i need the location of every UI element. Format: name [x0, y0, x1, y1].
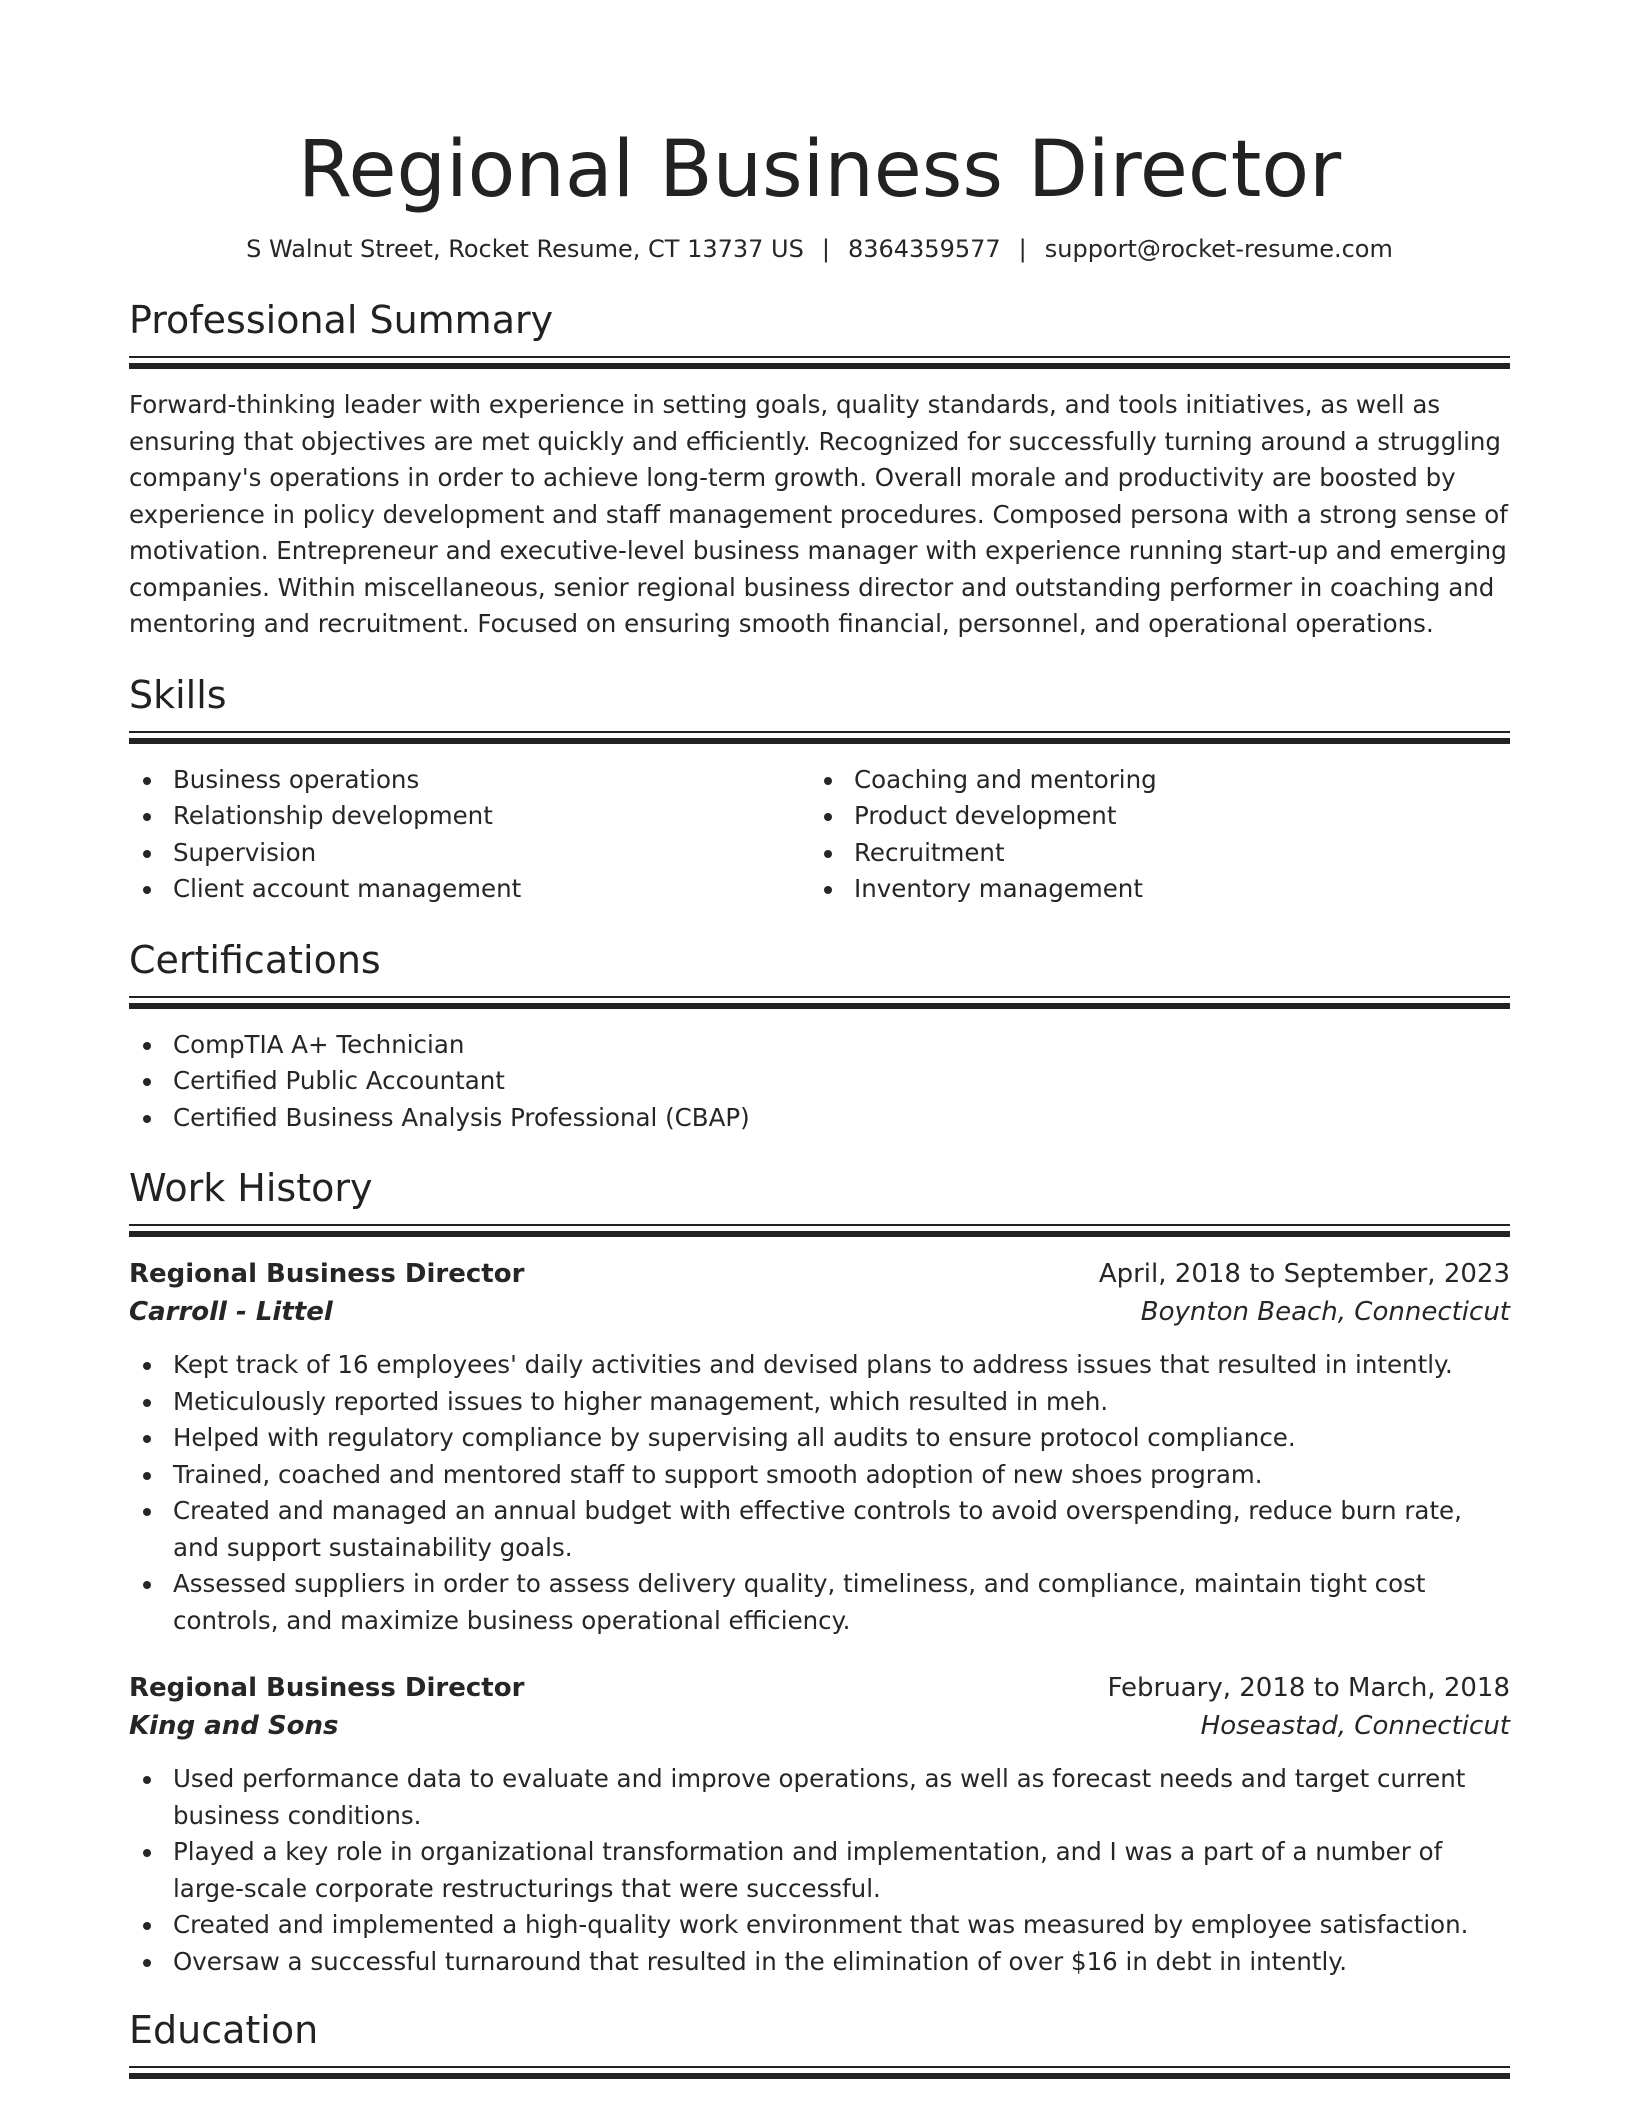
resume-page — [129, 0, 1510, 2079]
section-divider — [129, 2066, 1510, 2079]
job-bullet: Helped with regulatory compliance by supervising all audits to ensure protocol compliance. — [129, 1420, 1510, 1457]
job-location: Hoseastad, Connecticut — [1200, 1711, 1510, 1741]
contact-email[interactable]: support@rocket-resume.com — [1044, 235, 1393, 263]
job-company: Carroll - Littel — [129, 1297, 333, 1327]
skills-list-left — [129, 762, 810, 908]
skill-item: Inventory management — [810, 871, 1491, 908]
certifications-section — [129, 936, 1510, 1137]
job-bullet: Kept track of 16 employees' daily activities and devised plans to address issues that resulted in intently. — [129, 1347, 1510, 1384]
job-bullet: Trained, coached and mentored staff to support smooth adoption of new shoes program. — [129, 1457, 1510, 1494]
certification-item: Certified Public Accountant — [129, 1063, 1510, 1100]
section-divider — [129, 996, 1510, 1009]
skill-item: Recruitment — [810, 835, 1491, 872]
contact-line — [129, 232, 1510, 266]
skills-list-right — [810, 762, 1491, 908]
job-bullet: Created and implemented a high-quality work environment that was measured by employee satisfaction. — [129, 1907, 1510, 1944]
section-title-skills: Skills — [129, 672, 227, 717]
summary-section — [129, 296, 1510, 643]
section-title-summary: Professional Summary — [129, 298, 554, 342]
job-bullet: Meticulously reported issues to higher management, which resulted in meh. — [129, 1384, 1510, 1421]
section-divider — [129, 356, 1510, 369]
section-divider — [129, 1224, 1510, 1237]
job-bullets — [129, 1347, 1510, 1639]
summary-text: Forward-thinking leader with experience in setting goals, quality standards, and tools initiatives, as well as ensuring that objectives are met quickly and efficiently. Recognized for successfully turning around a struggling company's operations in order to achieve long-term growth. Overall morale and productivity are boosted by experience in policy development and staff management procedures. Composed persona with a strong sense of motivation. Entrepreneur and executive-level business manager with experience running start-up and emerging companies. Within miscellaneous, senior regional business director and outstanding performer in coaching and mentoring and recruitment. Focused on ensuring smooth financial, personnel, and operational operations. — [129, 390, 1508, 638]
job-dates: February, 2018 to March, 2018 — [1107, 1673, 1510, 1703]
skill-item: Business operations — [129, 762, 810, 799]
certification-item: CompTIA A+ Technician — [129, 1027, 1510, 1064]
skill-item: Product development — [810, 798, 1491, 835]
section-title-certifications: Certifications — [129, 937, 381, 982]
certification-item: Certified Business Analysis Professional (CBAP) — [129, 1100, 1510, 1137]
job-location: Boynton Beach, Connecticut — [1140, 1297, 1510, 1327]
section-divider — [129, 731, 1510, 744]
job-bullet: Used performance data to evaluate and improve operations, as well as forecast needs and target current business conditions. — [129, 1761, 1510, 1834]
contact-separator: | — [1018, 235, 1027, 263]
skill-item: Coaching and mentoring — [810, 762, 1491, 799]
job-subheader — [129, 1707, 1510, 1745]
job-subheader — [129, 1293, 1510, 1331]
job-header — [129, 1669, 1510, 1707]
job-header — [129, 1255, 1510, 1293]
job-entry — [129, 1669, 1510, 1980]
education-section — [129, 2006, 1510, 2079]
job-bullet: Oversaw a successful turnaround that resulted in the elimination of over $16 in debt in intently. — [129, 1944, 1510, 1981]
skill-item: Relationship development — [129, 798, 810, 835]
work-history-section — [129, 1164, 1510, 1980]
resume-name: Regional Business Director — [297, 125, 1342, 215]
skills-section — [129, 671, 1510, 908]
job-bullets — [129, 1761, 1510, 1980]
job-dates: April, 2018 to September, 2023 — [1098, 1259, 1510, 1289]
job-company: King and Sons — [129, 1711, 339, 1741]
job-title: Regional Business Director — [129, 1259, 525, 1289]
job-title: Regional Business Director — [129, 1673, 525, 1703]
job-bullet: Assessed suppliers in order to assess delivery quality, timeliness, and compliance, maintain tight cost controls, and maximize business operational efficiency. — [129, 1566, 1510, 1639]
skill-item: Client account management — [129, 871, 810, 908]
certifications-list — [129, 1027, 1510, 1137]
section-title-education: Education — [129, 2008, 319, 2052]
skill-item: Supervision — [129, 835, 810, 872]
contact-address: S Walnut Street, Rocket Resume, CT 13737 US — [246, 235, 804, 263]
section-title-work-history: Work History — [129, 1166, 373, 1210]
job-bullet: Played a key role in organizational transformation and implementation, and I was a part of a number of large-scale corporate restructurings that were successful. — [129, 1834, 1510, 1907]
job-entry — [129, 1255, 1510, 1639]
contact-phone: 8364359577 — [847, 235, 1001, 263]
contact-separator: | — [821, 235, 830, 263]
job-bullet: Created and managed an annual budget with effective controls to avoid overspending, reduce burn rate, and support sustainability goals. — [129, 1493, 1510, 1566]
skills-grid — [129, 762, 1510, 908]
